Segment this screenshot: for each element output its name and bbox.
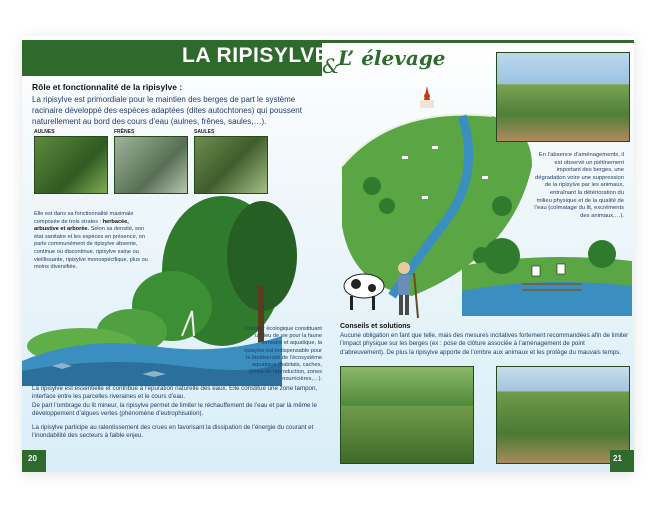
brochure-spread <box>22 36 634 472</box>
left-bottom-text <box>32 385 337 440</box>
title-rule <box>322 40 634 43</box>
conseils-heading: Conseils et solutions <box>340 323 411 330</box>
conseils-paragraph: Aucune obligation en fant que telle, mais des mesures incitatives fortement recommandées afin de limiter l’impact physique sur les berges (ex : pose de clôture associée à l’aménagement de point d’abreuvement). De plus la ripisylve apporte de l’ombre aux animaux et les protège du mauvais temps. <box>340 332 629 356</box>
photo-label-saules: SAULES <box>194 129 215 135</box>
page-title: LA RIPISYLVE <box>182 44 330 67</box>
page-subtitle: L’ élevage <box>338 46 446 70</box>
photo-label-aulnes: AULNES <box>34 129 55 135</box>
corridor-paragraph: Corridor écologique constituant un lieu de vie pour la faune terrestre et aquatique, la ripisylve est indispensable pour la biodiversité de l’écosystème aquatique (habitats, caches, zones de reproduction, zones nourricières,…). <box>244 326 322 383</box>
absence-paragraph: En l’absence d’aménagements, il est observé un piétinement important des berges, une dégradation voire une suppression de la ripisylve par les animaux, entraînant la détérioration du milieu physique et de la qualité de l’eau (colmatage du lit, excréments des animaux,…). <box>534 152 624 219</box>
photo-label-frenes: FRÊNES <box>114 129 135 135</box>
farmer-cow-illustration <box>342 258 422 320</box>
strates-paragraph <box>34 211 154 272</box>
strates-text-end: Selon sa densité, son état sanitaire et les espèces en présence, on parle communément de ripisylve absente, continue ou discontinue, ripisylve saine ou vieillissante, ripisylve monospécifique, plus ou moins diversifiée. <box>34 226 148 271</box>
strates-text-start: Elle est dans sa fonctionnalité maximale composée de trois strates : <box>34 211 134 225</box>
page-number-right: 21 <box>613 454 622 463</box>
role-heading: Rôle et fonctionnalité de la ripisylve : <box>32 82 183 92</box>
role-paragraph: La ripisylve est primordiale pour le maintien des berges de part le système racinaire développé des espèces adaptées (dites autochtones) qui poussent naturellement au bord des cours d’eau (aulnes, frênes, saules,…). <box>32 95 302 126</box>
page-number-left: 20 <box>28 454 37 463</box>
epuration-paragraph: La ripisylve est essentielle et contribue à l’épuration naturelle des eaux. Elle constitue une zone tampon, interface entre les parcelles riveraines et le cours d’eau. <box>32 385 318 401</box>
crues-paragraph: La ripisylve participe au ralentissement des crues en favorisant la dissipation de l’énergie du courant et l’inondabilité des secteurs à faible enjeu. <box>32 423 314 440</box>
fenced-watering-illustration <box>462 236 632 316</box>
photo-eroded-bank <box>496 52 630 142</box>
ombrage-paragraph: De part l’ombrage du lit mineur, la ripisylve permet de limiter le réchauffement de l’eau et par là même le développement d’algues vertes (phénomène d’eutrophisation). <box>32 401 317 418</box>
strates-bold: herbacée, arbustive et arborée. <box>34 218 129 233</box>
title-ampersand: & <box>322 54 340 78</box>
photo-fence-watering <box>340 366 474 464</box>
